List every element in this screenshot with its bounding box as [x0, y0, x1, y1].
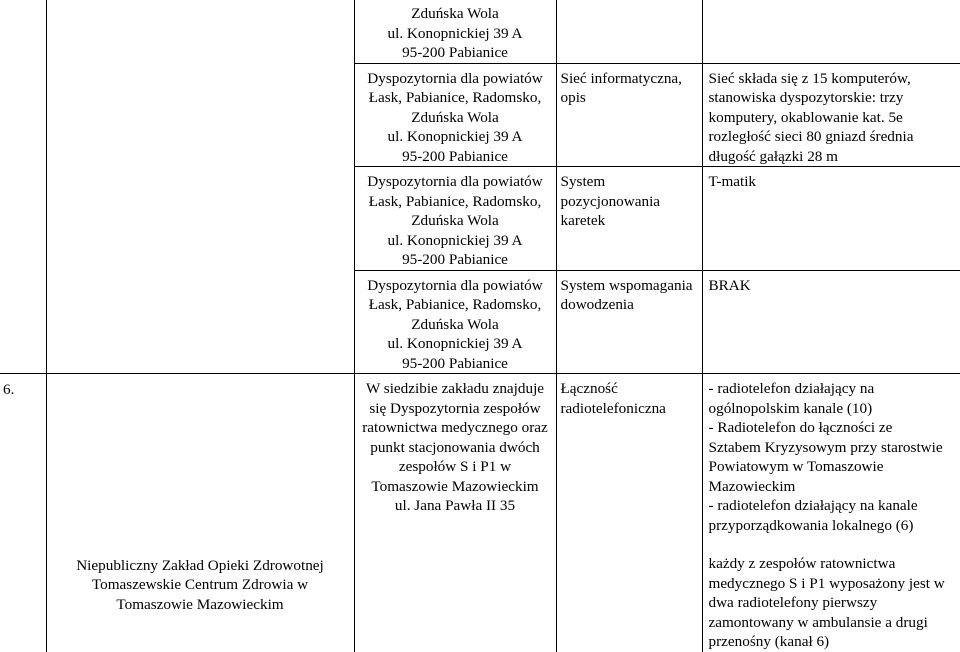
- description-line: Sieć składa się z 15 komputerów,: [709, 69, 957, 89]
- location-line: Łask, Pabianice, Radomsko,: [359, 295, 552, 315]
- description-line: BRAK: [709, 276, 957, 296]
- description-line: przyporządkowania lokalnego (6): [709, 516, 957, 536]
- description-line: medycznego S i P1 wyposażony jest w: [709, 574, 957, 594]
- description-line: stanowiska dyspozytorskie: trzy: [709, 88, 957, 108]
- institution-line: Niepubliczny Zakład Opieki Zdrowotnej: [53, 556, 348, 576]
- paragraph-gap: [709, 535, 957, 554]
- location-line: ul. Konopnickiej 39 A: [359, 24, 552, 44]
- institution-cell-continued: [46, 0, 354, 374]
- location-line: ul. Konopnickiej 39 A: [359, 231, 552, 251]
- description-line: ogólnopolskim kanale (10): [709, 399, 957, 419]
- lp-cell-continued: [0, 0, 46, 374]
- institution-line: Tomaszewskie Centrum Zdrowia w: [53, 575, 348, 595]
- system-name: [557, 374, 702, 418]
- system-name: [557, 64, 702, 108]
- description-cell: [702, 0, 960, 63]
- description-line: każdy z zespołów ratownictwa: [709, 554, 957, 574]
- description-line: Sztabem Kryzysowym przy starostwie: [709, 438, 957, 458]
- description-line: zamontowany w ambulansie a drugi: [709, 613, 957, 633]
- location-text: [355, 271, 556, 374]
- description-text: [703, 64, 960, 167]
- location-text: [355, 167, 556, 270]
- location-cell: [354, 374, 556, 652]
- description-text: [703, 167, 960, 192]
- system-line: opis: [561, 88, 698, 108]
- location-line: Dyspozytornia dla powiatów: [359, 172, 552, 192]
- location-line: Zduńska Wola: [359, 211, 552, 231]
- row-number: 6.: [0, 374, 46, 400]
- location-line: Łask, Pabianice, Radomsko,: [359, 192, 552, 212]
- system-cell: [556, 0, 702, 63]
- location-line: zespołów S i P1 w: [359, 457, 552, 477]
- description-cell: [702, 63, 960, 167]
- description-text: [703, 271, 960, 296]
- system-cell: [556, 270, 702, 374]
- location-line: Zduńska Wola: [359, 4, 552, 24]
- description-line: - Radiotelefon do łączności ze: [709, 418, 957, 438]
- location-text: [355, 0, 556, 63]
- description-cell: [702, 374, 960, 652]
- system-cell: [556, 63, 702, 167]
- description-line: długość gałązki 28 m: [709, 147, 957, 167]
- location-cell: [354, 270, 556, 374]
- location-line: się Dyspozytornia zespołów: [359, 399, 552, 419]
- description-line: T-matik: [709, 172, 957, 192]
- system-name: [557, 271, 702, 315]
- location-line: ul. Konopnickiej 39 A: [359, 334, 552, 354]
- location-line: 95-200 Pabianice: [359, 147, 552, 167]
- system-line: radiotelefoniczna: [561, 399, 698, 419]
- description-cell: [702, 270, 960, 374]
- institution-line: Tomaszowie Mazowieckim: [53, 595, 348, 615]
- location-line: Dyspozytornia dla powiatów: [359, 276, 552, 296]
- location-line: Tomaszowie Mazowieckim: [359, 477, 552, 497]
- description-cell: [702, 167, 960, 271]
- table-row: [0, 0, 960, 63]
- location-text: [355, 374, 556, 516]
- system-line: dowodzenia: [561, 295, 698, 315]
- location-line: Łask, Pabianice, Radomsko,: [359, 88, 552, 108]
- location-line: ratownictwa medycznego oraz: [359, 418, 552, 438]
- system-name: [557, 167, 702, 231]
- location-line: 95-200 Pabianice: [359, 43, 552, 63]
- location-cell: [354, 167, 556, 271]
- location-cell: [354, 0, 556, 63]
- institution-name: [47, 556, 354, 615]
- location-line: Dyspozytornia dla powiatów: [359, 69, 552, 89]
- location-line: Zduńska Wola: [359, 315, 552, 335]
- system-line: System wspomagania: [561, 276, 698, 296]
- location-line: ul. Konopnickiej 39 A: [359, 127, 552, 147]
- system-line: Sieć informatyczna,: [561, 69, 698, 89]
- table-row: [0, 374, 960, 652]
- description-line: komputery, okablowanie kat. 5e: [709, 108, 957, 128]
- system-line: karetek: [561, 211, 698, 231]
- location-line: ul. Jana Pawła II 35: [359, 496, 552, 516]
- description-line: przenośny (kanał 6): [709, 632, 957, 652]
- institution-cell: [46, 374, 354, 652]
- location-cell: [354, 63, 556, 167]
- description-line: rozległość sieci 80 gniazd średnia: [709, 127, 957, 147]
- system-cell: [556, 167, 702, 271]
- system-cell: [556, 374, 702, 652]
- description-text: [703, 374, 960, 652]
- description-line: dwa radiotelefony pierwszy: [709, 593, 957, 613]
- location-line: 95-200 Pabianice: [359, 354, 552, 374]
- location-line: punkt stacjonowania dwóch: [359, 438, 552, 458]
- description-line: Powiatowym w Tomaszowie: [709, 457, 957, 477]
- description-line: Mazowieckim: [709, 477, 957, 497]
- location-line: Zduńska Wola: [359, 108, 552, 128]
- location-line: W siedzibie zakładu znajduje: [359, 379, 552, 399]
- system-line: System: [561, 172, 698, 192]
- description-line: - radiotelefon działający na: [709, 379, 957, 399]
- location-line: 95-200 Pabianice: [359, 250, 552, 270]
- lp-cell: [0, 374, 46, 652]
- description-line: - radiotelefon działający na kanale: [709, 496, 957, 516]
- location-text: [355, 64, 556, 167]
- system-line: Łączność: [561, 379, 698, 399]
- system-line: pozycjonowania: [561, 192, 698, 212]
